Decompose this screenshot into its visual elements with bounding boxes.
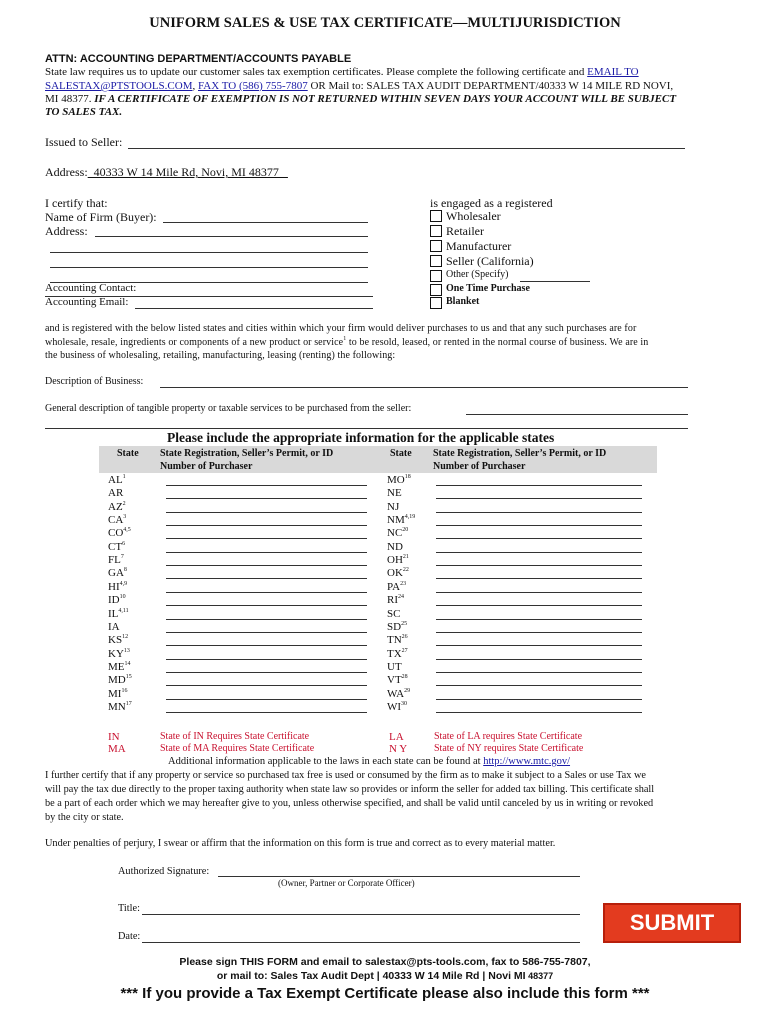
left-state-code	[108, 514, 126, 526]
other-specify-field[interactable]	[520, 281, 590, 282]
right-state-registration-field[interactable]	[436, 632, 642, 633]
left-state-registration-field[interactable]	[166, 619, 367, 620]
left-state-code	[108, 608, 129, 620]
state-code-text: KS	[108, 634, 123, 647]
state-code-text: AL	[108, 474, 123, 486]
right-state-code	[387, 648, 408, 660]
reg-col-header-1: State Registration, Seller’s Permit, or ID	[160, 448, 334, 459]
state-code-text: CA	[108, 514, 124, 527]
left-state-registration-field[interactable]	[166, 592, 367, 593]
right-state-code	[387, 527, 408, 539]
buyer-address-label: Address:	[45, 224, 88, 238]
right-state-code	[387, 621, 407, 633]
wholesaler-checkbox[interactable]	[430, 210, 442, 222]
general-description-label: General description of tangible property or taxable services to be purchased from the seller:	[45, 403, 412, 414]
state-footnote-sup: 7	[120, 554, 124, 561]
left-state-code	[108, 648, 130, 660]
state-footnote-sup: 21	[402, 554, 409, 561]
state-code-text: VT	[387, 674, 402, 687]
right-state-code	[387, 701, 407, 713]
state-code-text: GA	[108, 567, 124, 580]
right-state-registration-field[interactable]	[436, 498, 642, 499]
state-footnote-sup: 12	[122, 634, 129, 641]
footnote-sup: 1	[343, 336, 347, 342]
registered-text-3: the business of wholesaling, retailing, manufacturing, leasing (renting) the following:	[45, 350, 396, 361]
right-state-registration-field[interactable]	[436, 538, 642, 539]
general-description-field[interactable]	[466, 414, 688, 415]
left-state-code	[108, 621, 120, 633]
firm-name-field[interactable]	[163, 222, 368, 223]
state-code-text: AZ	[108, 500, 123, 513]
state-footnote-sup: 25	[401, 620, 408, 627]
state-code-text: RI	[387, 594, 398, 607]
right-state-code	[387, 501, 399, 513]
footer-line-1: Please sign THIS FORM and email to salestax@pts-tools.com, fax to 586-755-7807,	[179, 956, 591, 968]
signature-sublabel: (Owner, Partner or Corporate Officer)	[278, 878, 415, 888]
state-footnote-sup: 1	[122, 474, 126, 480]
wholesaler-label: Wholesaler	[446, 209, 501, 223]
right-state-registration-field[interactable]	[436, 645, 642, 646]
buyer-address-field-1[interactable]	[95, 236, 368, 237]
registered-text-2a: wholesale, resale, ingredients or components of a new product or service	[45, 337, 344, 348]
left-state-code	[108, 541, 125, 553]
issued-to-field[interactable]	[128, 148, 685, 149]
ny-code: N Y	[389, 743, 408, 755]
state-code-text: MI	[108, 687, 122, 700]
state-code-text: ID	[108, 594, 120, 607]
intro-line-3	[45, 93, 676, 105]
left-state-code	[108, 474, 126, 486]
state-footnote-sup: 4,9	[119, 580, 128, 587]
la-text: State of LA requires State Certificate	[434, 731, 583, 742]
certify-label: I certify that:	[45, 196, 108, 210]
state-code-text: UT	[387, 660, 402, 673]
state-code-text: OH	[387, 554, 403, 567]
manufacturer-label: Manufacturer	[446, 239, 512, 253]
state-code-text: IA	[108, 620, 120, 633]
left-state-registration-field[interactable]	[166, 659, 367, 660]
left-state-code	[108, 527, 131, 539]
registered-text-1: and is registered with the below listed states and cities within which your firm would deliver purchases to us and that any such purchases are for	[45, 323, 637, 334]
left-state-registration-field[interactable]	[166, 512, 367, 513]
right-state-registration-field[interactable]	[436, 699, 642, 700]
left-state-registration-field[interactable]	[166, 485, 367, 486]
left-state-registration-field[interactable]	[166, 552, 367, 553]
email-to-link[interactable]: EMAIL TO	[587, 66, 639, 78]
state-footnote-sup: 8	[123, 567, 127, 574]
left-state-code	[108, 674, 132, 686]
right-state-registration-field[interactable]	[436, 712, 642, 713]
ma-code: MA	[108, 743, 126, 755]
footer-line-2a: or mail to: Sales Tax Audit Dept | 40333 W 14 Mile Rd | Novi MI	[216, 970, 526, 982]
one-time-purchase-checkbox[interactable]	[430, 284, 442, 296]
right-state-code	[387, 674, 408, 686]
right-state-code	[387, 581, 406, 593]
left-state-registration-field[interactable]	[166, 565, 367, 566]
left-state-registration-field[interactable]	[166, 672, 367, 673]
state-footnote-sup: 23	[400, 580, 407, 587]
footer-line-3: *** If you provide a Tax Exempt Certificate please also include this form ***	[120, 985, 650, 1002]
state-code-text: WI	[387, 700, 402, 713]
state-footnote-sup: 26	[401, 634, 408, 641]
state-footnote-sup: 4,19	[404, 514, 416, 521]
right-state-registration-field[interactable]	[436, 619, 642, 620]
in-code: IN	[108, 731, 120, 743]
state-footnote-sup: 3	[123, 514, 127, 521]
left-state-registration-field[interactable]	[166, 712, 367, 713]
one-time-purchase-label: One Time Purchase	[446, 283, 530, 294]
state-footnote-sup: 24	[398, 594, 404, 601]
warning-text: IF A CERTIFICATE OF EXEMPTION IS NOT RETURNED WITHIN SEVEN DAYS YOUR ACCOUNT WILL BE SUBJECT	[94, 93, 677, 105]
state-footnote-sup: 27	[401, 647, 408, 654]
state-code-text: TN	[387, 634, 402, 647]
ny-text: State of NY requires State Certificate	[434, 743, 584, 754]
left-state-registration-field[interactable]	[166, 578, 367, 579]
right-state-registration-field[interactable]	[436, 672, 642, 673]
blanket-checkbox[interactable]	[430, 297, 442, 309]
left-state-code	[108, 688, 127, 700]
address-value: 40333 W 14 Mile Rd, Novi, MI 48377	[87, 165, 288, 179]
contact-label: Accounting Contact:	[45, 282, 137, 294]
state-code-text: IL	[108, 607, 119, 620]
right-state-code	[387, 567, 409, 579]
perjury-statement: Under penalties of perjury, I swear or affirm that the information on this form is true and correct as to every material matter.	[45, 838, 556, 849]
left-state-registration-field[interactable]	[166, 645, 367, 646]
states-heading: Please include the appropriate information for the applicable states	[167, 430, 555, 445]
seller-california-label: Seller (California)	[446, 254, 534, 268]
in-text: State of IN Requires State Certificate	[160, 731, 310, 742]
registered-text-2b: to be resold, leased, or rented in the normal course of business. We are in	[346, 337, 649, 348]
left-state-registration-field[interactable]	[166, 525, 367, 526]
additional-info-text: Additional information applicable to the laws in each state can be found at	[168, 756, 484, 767]
state-code-text: NJ	[387, 500, 400, 513]
state-footnote-sup: 2	[122, 500, 126, 507]
intro-text: State law requires us to update our customer sales tax exemption certificates. Please complete the following certificate and	[45, 66, 588, 78]
state-code-text: ND	[387, 540, 403, 553]
date-label: Date:	[118, 931, 141, 942]
left-state-code	[108, 701, 132, 713]
right-state-registration-field[interactable]	[436, 592, 642, 593]
intro-line-2	[45, 80, 673, 92]
blanket-label: Blanket	[446, 296, 480, 307]
manufacturer-checkbox[interactable]	[430, 240, 442, 252]
firm-label: Name of Firm (Buyer):	[45, 210, 157, 224]
state-footnote-sup: 30	[401, 700, 408, 707]
state-code-text: WA	[387, 687, 405, 700]
state-footnote-sup: 28	[401, 674, 408, 681]
date-field[interactable]	[142, 942, 580, 943]
right-state-registration-field[interactable]	[436, 525, 642, 526]
state-code-text: TX	[387, 647, 402, 660]
description-field[interactable]	[160, 387, 688, 388]
state-code-text: SC	[387, 607, 401, 620]
state-code-text: NM	[387, 514, 405, 527]
state-code-text: CT	[108, 540, 123, 553]
retailer-checkbox[interactable]	[430, 225, 442, 237]
left-state-code	[108, 581, 127, 593]
accounting-email-label: Accounting Email:	[45, 296, 129, 308]
left-state-code	[108, 487, 123, 499]
state-code-text: MD	[108, 674, 126, 687]
state-code-text: CO	[108, 527, 124, 540]
registered-text-2	[45, 337, 648, 348]
left-state-registration-field[interactable]	[166, 632, 367, 633]
right-state-registration-field[interactable]	[436, 565, 642, 566]
warning-text-2: TO SALES TAX.	[45, 106, 123, 118]
state-footnote-sup: 17	[125, 700, 132, 707]
right-state-code	[387, 487, 402, 499]
other-specify-label: Other (Specify)	[446, 269, 509, 280]
state-code-text: MO	[387, 474, 405, 486]
right-state-registration-field[interactable]	[436, 485, 642, 486]
mail-text: OR Mail to: SALES TAX AUDIT DEPARTMENT/40333 W 14 MILE RD NOVI,	[307, 80, 674, 92]
state-code-text: OK	[387, 567, 403, 580]
left-state-registration-field[interactable]	[166, 538, 367, 539]
state-footnote-sup: 29	[404, 687, 411, 694]
state-code-text: KY	[108, 647, 124, 660]
title-field[interactable]	[142, 914, 580, 915]
left-state-registration-field[interactable]	[166, 685, 367, 686]
title-label: Title:	[118, 903, 140, 914]
issued-to-label: Issued to Seller:	[45, 135, 123, 149]
fax-link[interactable]: FAX TO (586) 755-7807	[198, 80, 308, 92]
address-label-text: Address:	[45, 165, 88, 179]
left-state-code	[108, 634, 128, 646]
right-state-code	[387, 541, 403, 553]
right-state-registration-field[interactable]	[436, 685, 642, 686]
state-code-text: AR	[108, 487, 124, 500]
right-state-registration-field[interactable]	[436, 605, 642, 606]
state-footnote-sup: 13	[123, 647, 130, 654]
email-address-link[interactable]: SALESTAX@PTSTOOLS.COM	[45, 80, 193, 92]
state-footnote-sup: 16	[121, 687, 128, 694]
accounting-email-field[interactable]	[135, 308, 373, 309]
comma: ,	[192, 80, 198, 92]
state-code-text: NE	[387, 487, 402, 500]
left-state-registration-field[interactable]	[166, 605, 367, 606]
further-certify-1: I further certify that if any property or service so purchased tax free is used or consumed by the firm as to make it subject to a Sales or use Tax we	[45, 770, 646, 781]
engaged-heading: is engaged as a registered	[430, 196, 553, 210]
footer-line-2	[0, 970, 770, 982]
buyer-address-field-3[interactable]	[50, 267, 368, 268]
state-footnote-sup: 18	[404, 474, 411, 480]
form-title: UNIFORM SALES & USE TAX CERTIFICATE—MULTIJURISDICTION	[149, 15, 621, 31]
la-code: LA	[389, 731, 404, 743]
right-state-registration-field[interactable]	[436, 578, 642, 579]
state-col-header-2: State	[390, 448, 412, 459]
ma-text: State of MA Requires State Certificate	[160, 743, 315, 754]
state-footnote-sup: 14	[124, 660, 131, 667]
state-code-text: HI	[108, 580, 120, 593]
right-state-registration-field[interactable]	[436, 552, 642, 553]
state-footnote-sup: 20	[402, 527, 409, 534]
other-specify-checkbox[interactable]	[430, 270, 442, 282]
right-state-code	[387, 688, 410, 700]
state-code-text: PA	[387, 580, 401, 593]
left-state-code	[108, 567, 127, 579]
signature-label: Authorized Signature:	[118, 866, 210, 877]
left-state-registration-field[interactable]	[166, 699, 367, 700]
further-certify-4: by the city or state.	[45, 812, 124, 823]
right-state-code	[387, 634, 408, 646]
signature-field[interactable]	[218, 876, 580, 877]
additional-info	[168, 756, 570, 767]
right-state-registration-field[interactable]	[436, 512, 642, 513]
state-footnote-sup: 4,5	[123, 527, 131, 534]
reg-col-header-2b: Number of Purchaser	[433, 461, 526, 472]
left-state-code	[108, 661, 131, 673]
intro-line-1	[45, 66, 639, 78]
right-state-code	[387, 554, 409, 566]
mtc-link[interactable]: http://www.mtc.gov/	[483, 756, 571, 767]
reg-col-header-1b: Number of Purchaser	[160, 461, 253, 472]
state-code-text: NC	[387, 527, 403, 540]
right-state-registration-field[interactable]	[436, 659, 642, 660]
state-col-header: State	[117, 448, 139, 459]
right-state-code	[387, 474, 411, 486]
address-label	[45, 165, 288, 180]
general-description-field-2[interactable]	[45, 428, 688, 429]
left-state-code	[108, 594, 126, 606]
further-certify-3: be a part of each order which we may hereafter give to you, unless otherwise specified, and shall be valid until canceled by us in writing or revoked	[45, 798, 654, 809]
state-footnote-sup: 15	[125, 674, 132, 681]
buyer-address-field-2[interactable]	[50, 252, 368, 253]
right-state-code	[387, 594, 404, 606]
state-code-text: FL	[108, 554, 121, 567]
right-state-code	[387, 661, 402, 673]
state-code-text: ME	[108, 660, 125, 673]
state-code-text: SD	[387, 620, 402, 633]
description-label: Description of Business:	[45, 376, 144, 387]
zip-text: MI 48377.	[45, 93, 95, 105]
left-state-code	[108, 501, 126, 513]
attn-line: ATTN: ACCOUNTING DEPARTMENT/ACCOUNTS PAYABLE	[45, 53, 352, 65]
right-state-code	[387, 608, 400, 620]
state-footnote-sup: 6	[122, 540, 126, 547]
state-footnote-sup: 4,11	[118, 607, 129, 614]
left-state-registration-field[interactable]	[166, 498, 367, 499]
left-state-code	[108, 554, 124, 566]
reg-col-header-2: State Registration, Seller’s Permit, or ID	[433, 448, 607, 459]
state-footnote-sup: 22	[402, 567, 409, 574]
state-footnote-sup: 10	[119, 594, 126, 601]
submit-button[interactable]: SUBMIT	[603, 903, 741, 943]
footer-line-2b: 48377	[525, 971, 554, 981]
further-certify-2: will pay the tax due directly to the proper taxing authority when state law so provides or inform the seller for added tax billing. This certificate shall	[45, 784, 655, 795]
state-code-text: MN	[108, 700, 126, 713]
retailer-label: Retailer	[446, 224, 484, 238]
right-state-code	[387, 514, 415, 526]
seller-california-checkbox[interactable]	[430, 255, 442, 267]
